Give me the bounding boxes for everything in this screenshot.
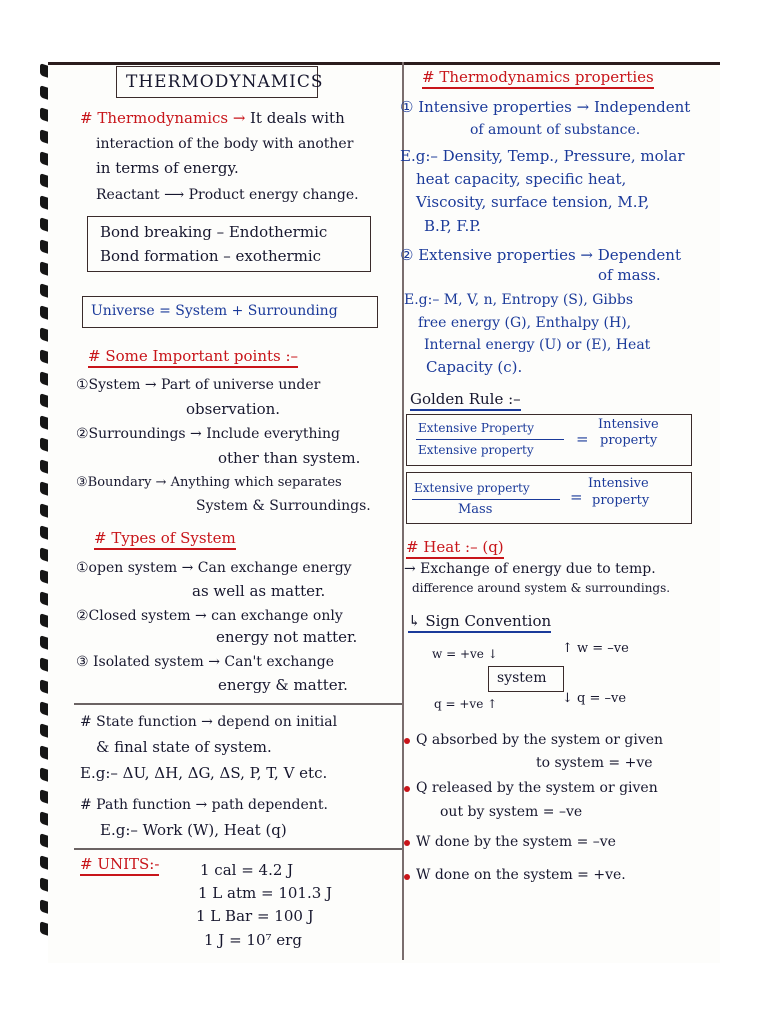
universe-equation: Universe = System + Surrounding <box>91 303 338 319</box>
page-title: THERMODYNAMICS <box>126 72 324 92</box>
definition-text: in terms of energy. <box>96 159 239 177</box>
fraction-numerator: Extensive property <box>414 481 530 495</box>
unit-lbar: 1 L Bar = 100 J <box>196 907 314 925</box>
sign-rule: W done by the system = –ve <box>416 834 616 850</box>
unit-cal: 1 cal = 4.2 J <box>200 861 294 879</box>
intensive-examples: Viscosity, surface tension, M.P, <box>416 193 650 211</box>
heat-definition-cont: difference around system & surroundings. <box>412 581 671 595</box>
intensive-examples: E.g:– Density, Temp., Pressure, molar <box>400 147 685 165</box>
intensive-properties-cont: of amount of substance. <box>470 122 641 138</box>
bullet-icon <box>404 786 410 792</box>
column-divider <box>402 62 404 960</box>
definition-heading: # Thermodynamics → <box>80 109 246 127</box>
point-system: ①System → Part of universe under <box>76 377 321 393</box>
equals-sign: = <box>576 430 589 448</box>
sign-rule-cont: out by system = –ve <box>440 804 583 820</box>
fraction-denominator: Extensive property <box>418 443 534 457</box>
extensive-examples: E.g:– M, V, n, Entropy (S), Gibbs <box>404 292 634 308</box>
point-surroundings: ②Surroundings → Include everything <box>76 426 340 442</box>
points-heading: # Some Important points :– <box>88 347 298 368</box>
sign-rule: Q released by the system or given <box>416 780 658 796</box>
bullet-icon <box>404 840 410 846</box>
point-surroundings-cont: other than system. <box>218 449 361 467</box>
section-heading <box>406 540 504 555</box>
sign-rule: Q absorbed by the system or given <box>416 732 664 748</box>
unit-latm: 1 L atm = 101.3 J <box>198 884 333 902</box>
open-system: ①open system → Can exchange energy <box>76 560 352 576</box>
definition-text: It deals with <box>250 109 345 127</box>
state-function: # State function → depend on initial <box>80 714 338 730</box>
work-negative-label: ↑ w = –ve <box>562 641 629 656</box>
properties-heading: # Thermodynamics properties <box>422 68 654 89</box>
work-positive-label: w = +ve ↓ <box>432 647 498 661</box>
closed-system-cont: energy not matter. <box>216 628 358 646</box>
state-function-cont: & final state of system. <box>96 738 272 756</box>
intensive-properties: ① Intensive properties → Independent <box>400 98 691 116</box>
definition-text: interaction of the body with another <box>96 136 354 152</box>
extensive-examples: Capacity (c). <box>426 358 523 376</box>
point-system-cont: observation. <box>186 400 281 418</box>
path-function-examples: E.g:– Work (W), Heat (q) <box>100 821 287 839</box>
fraction-result: Intensive <box>598 417 659 432</box>
point-boundary-cont: System & Surroundings. <box>196 498 371 514</box>
extensive-examples: Internal energy (U) or (E), Heat <box>424 337 651 353</box>
fraction-result: Intensive <box>588 476 649 491</box>
fraction-numerator: Extensive Property <box>418 421 535 435</box>
section-heading <box>94 531 236 546</box>
heat-positive-label: q = +ve ↑ <box>434 697 498 711</box>
unit-joule: 1 J = 10⁷ erg <box>204 931 302 949</box>
heat-heading: # Heat :– (q) <box>406 538 504 559</box>
heat-definition: → Exchange of energy due to temp. <box>404 561 656 577</box>
intensive-examples: B.P, F.P. <box>424 217 482 235</box>
path-function: # Path function → path dependent. <box>80 797 328 813</box>
point-boundary: ③Boundary → Anything which separates <box>76 475 342 490</box>
section-heading <box>80 857 159 872</box>
extensive-properties: ② Extensive properties → Dependent <box>400 246 681 264</box>
heat-negative-label: ↓ q = –ve <box>562 691 627 706</box>
divider <box>74 848 402 850</box>
state-function-examples: E.g:– ΔU, ΔH, ΔG, ΔS, P, T, V etc. <box>80 764 328 782</box>
types-heading: # Types of System <box>94 529 236 550</box>
equals-sign: = <box>570 488 583 506</box>
section-heading <box>88 349 298 364</box>
bullet-icon <box>404 874 410 880</box>
closed-system: ②Closed system → can exchange only <box>76 608 343 624</box>
fraction-result: property <box>592 493 650 508</box>
section-heading <box>408 614 551 629</box>
open-system-cont: as well as matter. <box>192 582 326 600</box>
extensive-examples: free energy (G), Enthalpy (H), <box>418 315 632 331</box>
sign-convention-heading: ↳ Sign Convention <box>408 612 551 633</box>
sign-rule-cont: to system = +ve <box>536 755 653 771</box>
sign-rule: W done on the system = +ve. <box>416 867 626 883</box>
divider <box>74 703 402 705</box>
units-heading: # UNITS:- <box>80 855 159 876</box>
bullet-icon <box>404 738 410 744</box>
isolated-system: ③ Isolated system → Can't exchange <box>76 654 335 670</box>
bond-breaking: Bond breaking – Endothermic <box>100 223 328 241</box>
fraction-result: property <box>600 433 658 448</box>
fraction-denominator: Mass <box>458 502 493 517</box>
section-heading <box>410 392 521 407</box>
system-label: system <box>497 670 547 686</box>
extensive-properties-cont: of mass. <box>598 266 661 284</box>
bond-formation: Bond formation – exothermic <box>100 247 322 265</box>
fraction-bar <box>412 499 560 500</box>
reaction-text: Reactant ⟶ Product energy change. <box>96 187 359 203</box>
fraction-bar <box>416 439 564 440</box>
golden-rule-heading: Golden Rule :– <box>410 390 521 411</box>
intensive-examples: heat capacity, specific heat, <box>416 170 627 188</box>
isolated-system-cont: energy & matter. <box>218 676 348 694</box>
section-heading <box>422 70 654 85</box>
